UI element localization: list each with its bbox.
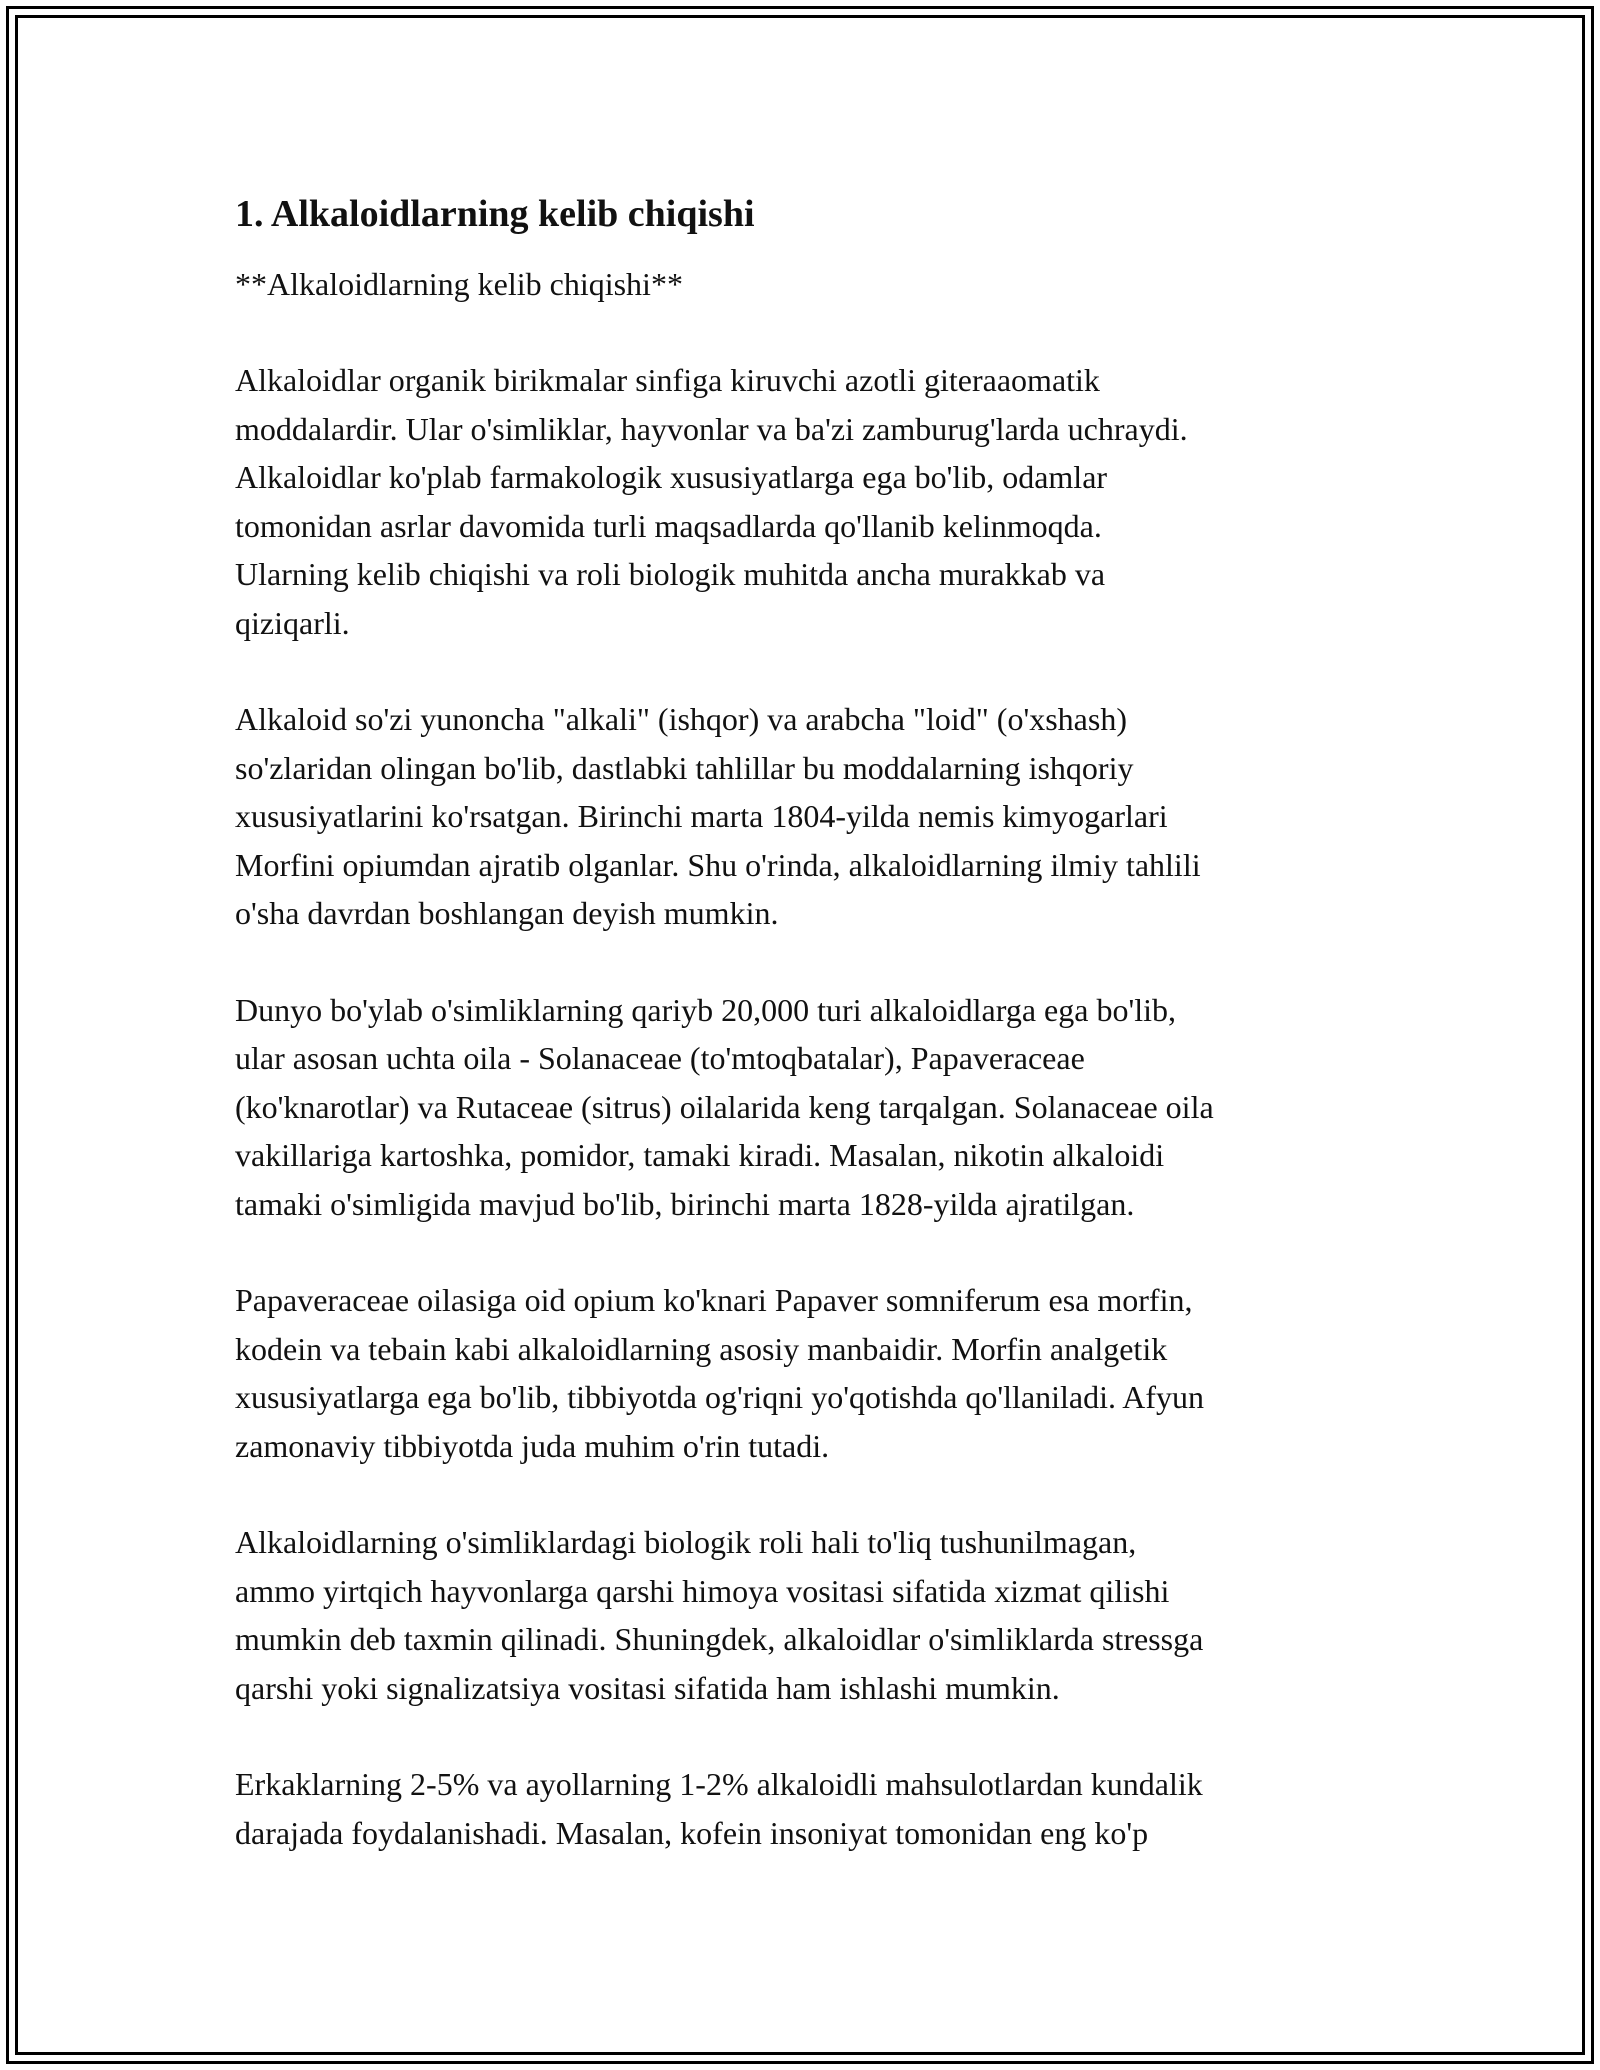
paragraph-line: ular asosan uchta oila - Solanaceae (to'mtoqbatalar), Papaveraceae <box>235 1040 1085 1076</box>
body-paragraph <box>235 986 1365 1229</box>
paragraph-line: so'zlaridan olingan bo'lib, dastlabki tahlillar bu moddalarning ishqoriy <box>235 749 1134 786</box>
paragraph-line: qarshi yoki signalizatsiya vositasi sifatida ham ishlashi mumkin. <box>235 1669 1060 1706</box>
paragraph-line: darajada foydalanishadi. Masalan, kofein insoniyat tomonidan eng ko'p <box>235 1814 1149 1851</box>
paragraph-line: Alkaloidlarning o'simliklardagi biologik roli hali to'liq tushunilmagan, <box>235 1524 1137 1560</box>
paragraph-line: Alkaloidlar organik birikmalar sinfiga kiruvchi azotli giteraaomatik <box>235 362 1100 398</box>
paragraph-line: tamaki o'simligida mavjud bo'lib, birinchi marta 1828-yilda ajratilgan. <box>235 1185 1135 1222</box>
paragraph-line: Erkaklarning 2-5% va ayollarning 1-2% alkaloidli mahsulotlardan kundalik <box>235 1766 1203 1802</box>
paragraph-line: (ko'knarotlar) va Rutaceae (sitrus) oilalarida keng tarqalgan. Solanaceae oila <box>235 1088 1214 1125</box>
body-paragraph <box>235 1760 1365 1857</box>
paragraph-line: o'sha davrdan boshlangan deyish mumkin. <box>235 895 779 931</box>
paragraph-line: Alkaloid so'zi yunoncha "alkali" (ishqor) va arabcha "loid" (o'xshash) <box>235 701 1127 737</box>
paragraph-line: ammo yirtqich hayvonlarga qarshi himoya vositasi sifatida xizmat qilishi <box>235 1572 1170 1609</box>
body-paragraph <box>235 1276 1365 1470</box>
paragraph-line: Dunyo bo'ylab o'simliklarning qariyb 20,000 turi alkaloidlarga ega bo'lib, <box>235 991 1176 1028</box>
section-subtitle: **Alkaloidlarning kelib chiqishi** <box>235 266 683 302</box>
paragraph-line: xususiyatlarga ega bo'lib, tibbiyotda og'riqni yo'qotishda qo'llaniladi. Afyun <box>235 1379 1205 1415</box>
paragraph-line: Alkaloidlar ko'plab farmakologik xususiyatlarga ega bo'lib, odamlar <box>235 459 1108 495</box>
paragraph-line: qiziqarli. <box>235 604 350 641</box>
paragraph-line: Ularning kelib chiqishi va roli biologik muhitda ancha murakkab va <box>235 556 1106 592</box>
document-body <box>235 186 1365 1857</box>
body-paragraph <box>235 695 1365 938</box>
body-paragraph <box>235 356 1365 647</box>
paragraph-line: zamonaviy tibbiyotda juda muhim o'rin tutadi. <box>235 1427 830 1464</box>
body-paragraph <box>235 1518 1365 1712</box>
section-heading: 1. Alkaloidlarning kelib chiqishi <box>235 193 755 235</box>
paragraph-line: Morfini opiumdan ajratib olganlar. Shu o'rinda, alkaloidlarning ilmiy tahlili <box>235 846 1201 883</box>
paragraph-line: Papaveraceae oilasiga oid opium ko'knari Papaver somniferum esa morfin, <box>235 1282 1193 1318</box>
paragraph-line: kodein va tebain kabi alkaloidlarning asosiy manbaidir. Morfin analgetik <box>235 1330 1168 1367</box>
paragraph-line: vakillariga kartoshka, pomidor, tamaki kiradi. Masalan, nikotin alkaloidi <box>235 1137 1165 1173</box>
paragraph-list <box>235 356 1365 1857</box>
paragraph-line: moddalardir. Ular o'simliklar, hayvonlar va ba'zi zamburug'larda uchraydi. <box>235 410 1188 447</box>
paragraph-line: tomonidan asrlar davomida turli maqsadlarda qo'llanib kelinmoqda. <box>235 507 1102 544</box>
paragraph-line: mumkin deb taxmin qilinadi. Shuningdek, alkaloidlar o'simliklarda stressga <box>235 1621 1204 1657</box>
paragraph-line: xususiyatlarini ko'rsatgan. Birinchi marta 1804-yilda nemis kimyogarlari <box>235 798 1168 834</box>
